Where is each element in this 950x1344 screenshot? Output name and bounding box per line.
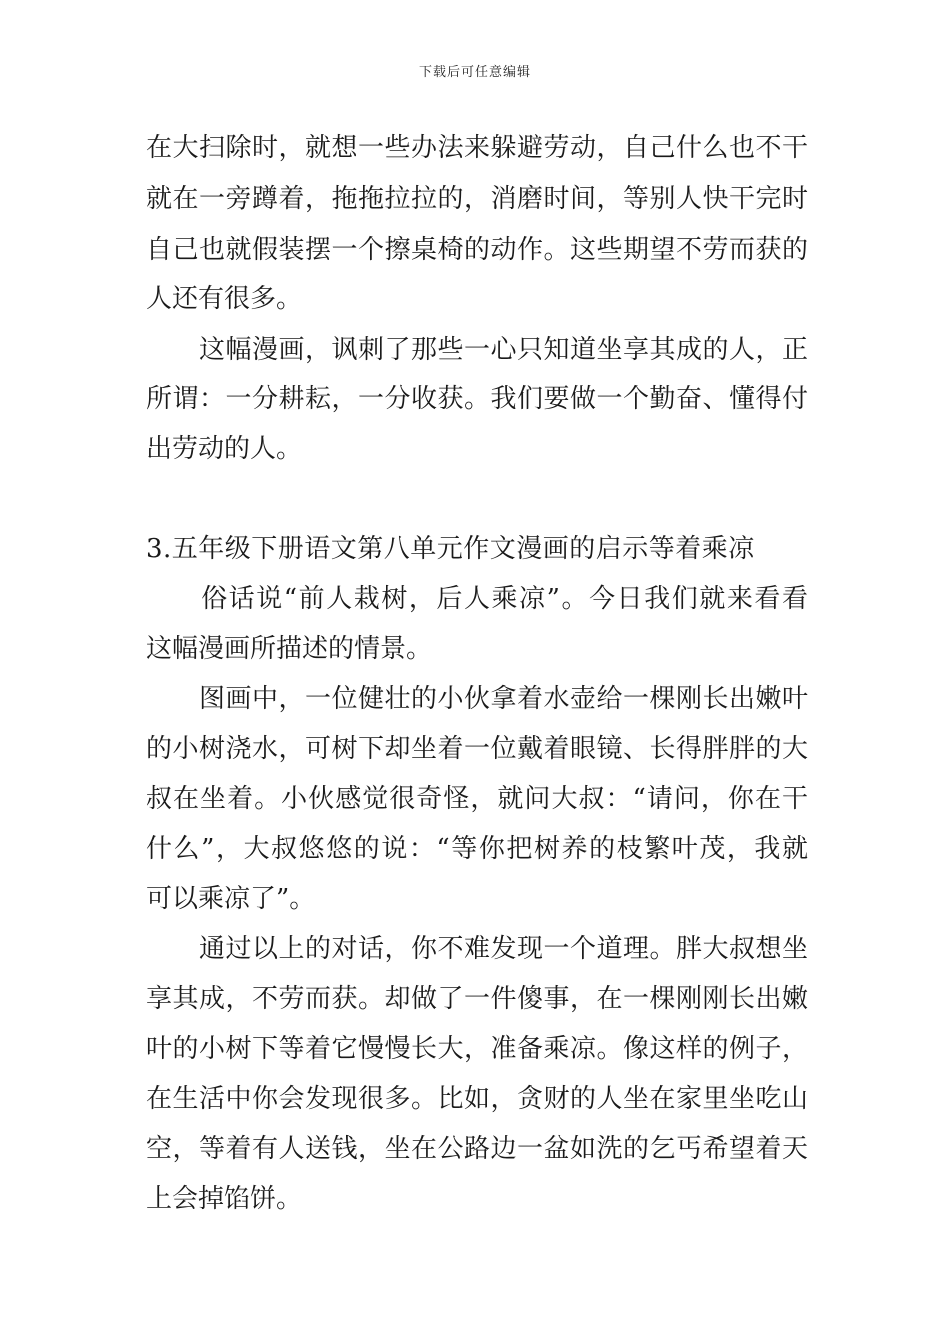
text-line: 人还有很多。	[146, 284, 303, 314]
text-line: 叶的小树下等着它慢慢长大，准备乘凉。像这样的例子，	[146, 1034, 808, 1064]
text-line: 可以乘凉了”。	[146, 884, 316, 914]
text-line: 通过以上的对话，你不难发现一个道理。胖大叔想坐	[146, 934, 808, 964]
text-line: 什么”，大叔悠悠的说：“等你把树养的枝繁叶茂，我就	[146, 834, 808, 864]
text-line: 空，等着有人送钱，坐在公路边一盆如洗的乞丐希望着天	[146, 1134, 808, 1164]
text-line: 就在一旁蹲着，拖拖拉拉的，消磨时间，等别人快干完时	[146, 184, 808, 214]
text-line: 在大扫除时，就想一些办法来躲避劳动，自己什么也不干	[146, 133, 808, 163]
text-line: 上会掉馅饼。	[146, 1184, 303, 1214]
text-line: 图画中，一位健壮的小伙拿着水壶给一棵刚长出嫩叶	[146, 684, 808, 714]
text-line: 在生活中你会发现很多。比如，贪财的人坐在家里坐吃山	[146, 1084, 808, 1114]
page-header: 下载后可任意编辑	[418, 65, 531, 80]
text-line: 这幅漫画，讽刺了那些一心只知道坐享其成的人，正	[146, 335, 808, 365]
text-line: 享其成，不劳而获。却做了一件傻事，在一棵刚刚长出嫩	[146, 984, 808, 1014]
section-heading: 3.五年级下册语文第八单元作文漫画的启示等着乘凉	[146, 534, 755, 564]
text-line: 叔在坐着。小伙感觉很奇怪，就问大叔：“请问，你在干	[146, 784, 808, 814]
text-line: 这幅漫画所描述的情景。	[146, 634, 433, 664]
text-line: 所谓：一分耕耘，一分收获。我们要做一个勤奋、懂得付	[146, 384, 808, 414]
text-line: 出劳动的人。	[146, 434, 303, 464]
text-line: 自己也就假装摆一个擦桌椅的动作。这些期望不劳而获的	[146, 235, 808, 265]
text-line: 俗话说“前人栽树，后人乘凉”。今日我们就来看看	[146, 584, 808, 614]
text-line: 的小树浇水，可树下却坐着一位戴着眼镜、长得胖胖的大	[146, 734, 808, 764]
